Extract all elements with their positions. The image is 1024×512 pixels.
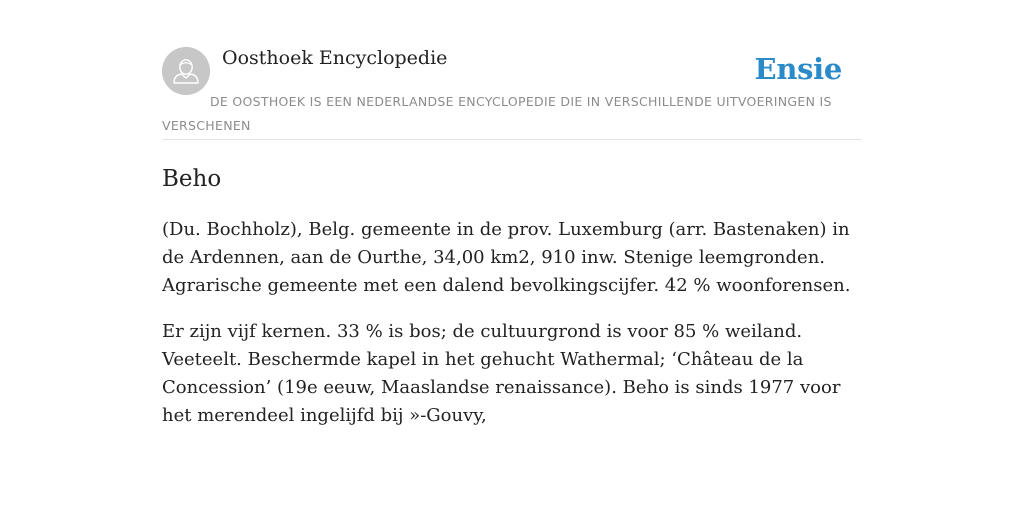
publication-tagline: DE OOSTHOEK IS EEN NEDERLANDSE ENCYCLOPEDIE DIE IN VERSCHILLENDE UITVOERINGEN IS VERSCHENEN (162, 94, 832, 133)
publication-name[interactable]: Oosthoek Encyclopedie (222, 47, 448, 69)
brand-logo[interactable]: Ensie (754, 52, 842, 86)
header (162, 0, 862, 140)
article-title: Beho (162, 166, 222, 192)
article-paragraph: Er zijn vijf kernen. 33 % is bos; de cultuurgrond is voor 85 % weiland. Veeteelt. Beschermde kapel in het gehucht Wathermal; ‘Château de la Concession’ (19e eeuw, Maaslandse renaissance). Beho is sinds 1977 voor het merendeel ingelijfd bij »-Gouvy, (162, 321, 841, 426)
page (162, 0, 862, 512)
user-avatar-icon[interactable] (162, 47, 210, 95)
article-paragraph: (Du. Bochholz), Belg. gemeente in de prov. Luxemburg (arr. Bastenaken) in de Ardennen, aan de Ourthe, 34,00 km2, 910 inw. Stenige leemgronden. Agrarische gemeente met een dalend bevolkingscijfer. 42 % woonforensen. (162, 219, 851, 296)
